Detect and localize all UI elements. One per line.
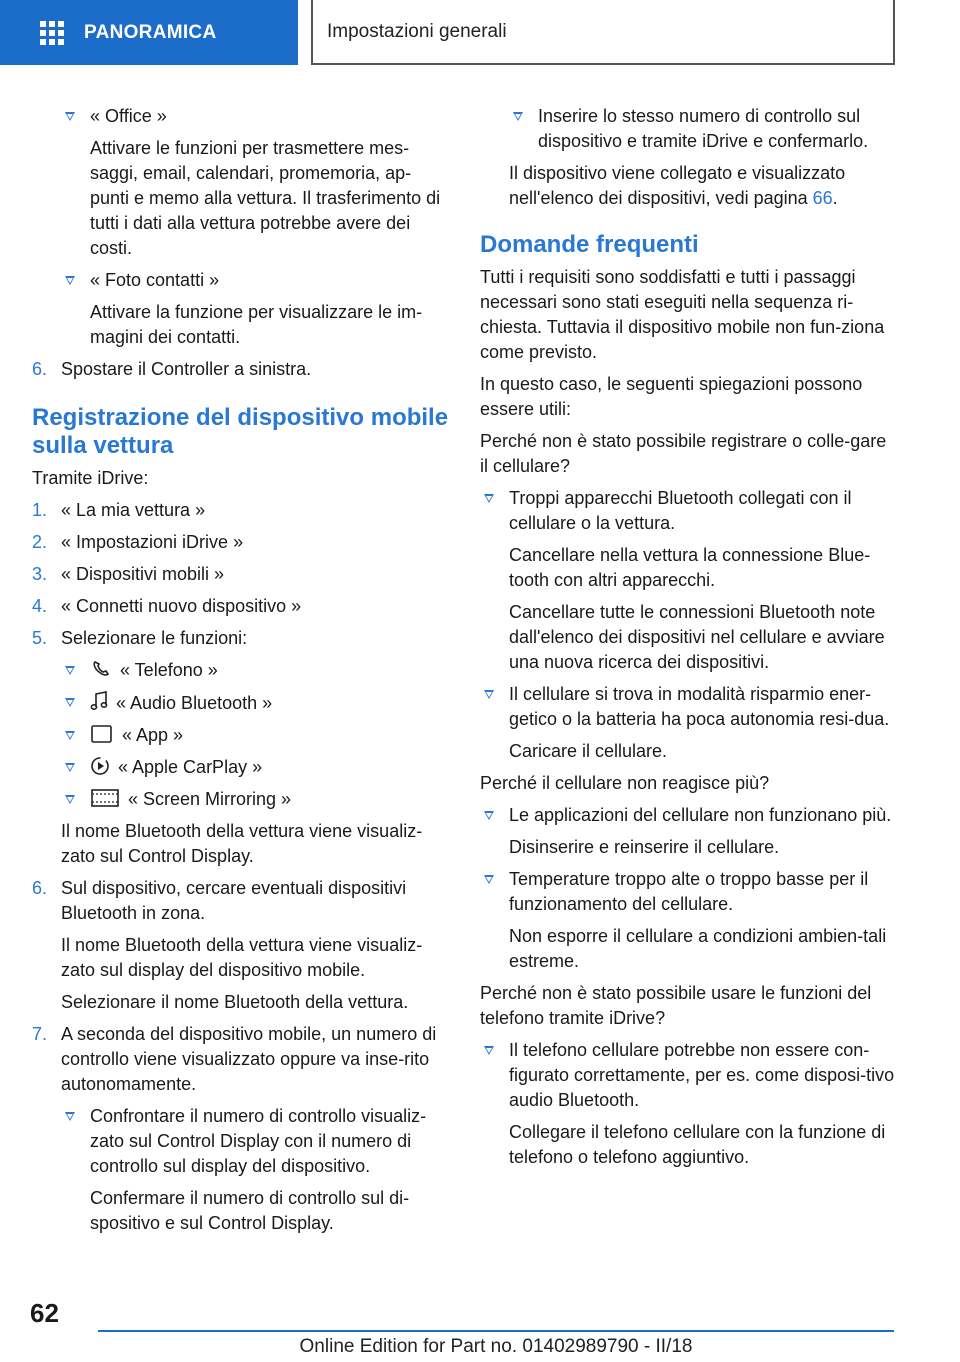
page-link[interactable]: 66 bbox=[812, 188, 833, 208]
step-number: 6. bbox=[32, 878, 48, 898]
paragraph: In questo caso, le seguenti spiegazioni possono essere utili: bbox=[480, 374, 863, 419]
bullet-note: Cancellare nella vettura la connessione Blue‐tooth con altri apparecchi. bbox=[509, 545, 871, 590]
right-column bbox=[480, 104, 898, 1177]
left-column bbox=[32, 104, 450, 1243]
bullet-triangle-icon bbox=[480, 682, 509, 707]
bullet-triangle-icon bbox=[480, 486, 509, 511]
function-label: « Apple CarPlay » bbox=[118, 757, 263, 777]
intro-text: Tramite iDrive: bbox=[32, 468, 149, 488]
phone-icon bbox=[90, 659, 112, 679]
section-heading: Registrazione del dispositivo mobile sulla vettura bbox=[32, 404, 449, 459]
step-text: Sul dispositivo, cercare eventuali dispositivi Bluetooth in zona. bbox=[61, 878, 407, 923]
section-heading: Domande frequenti bbox=[480, 231, 699, 258]
step-number: 3. bbox=[32, 564, 48, 584]
bullet-item bbox=[480, 682, 898, 764]
function-telefono bbox=[61, 658, 450, 683]
screen-mirroring-icon bbox=[90, 788, 120, 808]
step-text: Selezionare le funzioni: bbox=[61, 628, 248, 648]
step-number: 6. bbox=[32, 359, 48, 379]
function-app bbox=[61, 723, 450, 748]
bullet-triangle-icon bbox=[61, 658, 90, 683]
step-text: A seconda del dispositivo mobile, un numero di controllo viene visualizzato oppure va inse‐rito autonomamente. bbox=[61, 1024, 437, 1094]
bullet-triangle-icon bbox=[61, 723, 90, 748]
footer-divider bbox=[98, 1330, 894, 1332]
bullet-item bbox=[61, 1104, 450, 1236]
option-title: « Office » bbox=[90, 106, 167, 126]
grid-menu-icon bbox=[40, 21, 64, 45]
step-text: « La mia vettura » bbox=[61, 500, 206, 520]
step-note: Selezionare il nome Bluetooth della vettura. bbox=[61, 992, 409, 1012]
bullet-note: Disinserire e reinserire il cellulare. bbox=[509, 837, 780, 857]
step-note: Il nome Bluetooth della vettura viene visualiz‐zato sul display del dispositivo mobile. bbox=[61, 935, 423, 980]
bullet-text: Confrontare il numero di controllo visualiz‐zato sul Control Display con il numero di controllo sul display del dispositivo. bbox=[90, 1106, 427, 1176]
option-office bbox=[61, 104, 450, 261]
function-label: « Audio Bluetooth » bbox=[116, 693, 273, 713]
section-title: Impostazioni generali bbox=[327, 21, 507, 42]
bullet-triangle-icon bbox=[480, 1038, 509, 1063]
page-number: 62 bbox=[30, 1298, 59, 1328]
question: Perché non è stato possibile registrare o colle‐gare il cellulare? bbox=[480, 431, 887, 476]
bullet-item bbox=[480, 867, 898, 974]
bullet-text: Il cellulare si trova in modalità risparmio ener‐getico o la batteria ha poca autonomia resi‐dua. bbox=[509, 684, 890, 729]
step-number: 7. bbox=[32, 1024, 48, 1044]
bullet-note: Il dispositivo viene collegato e visualizzato nell'elenco dei dispositivi, vedi pagina 66. bbox=[509, 163, 846, 208]
bullet-text: Troppi apparecchi Bluetooth collegati con il cellulare o la vettura. bbox=[509, 488, 852, 533]
play-circle-icon bbox=[90, 756, 110, 776]
question: Perché il cellulare non reagisce più? bbox=[480, 773, 770, 793]
bullet-text: Temperature troppo alte o troppo basse per il funzionamento del cellulare. bbox=[509, 869, 869, 914]
overview-button[interactable] bbox=[0, 0, 298, 65]
app-square-icon bbox=[90, 724, 114, 744]
function-audio-bluetooth bbox=[61, 690, 450, 716]
step-text: « Impostazioni iDrive » bbox=[61, 532, 244, 552]
bullet-note: Caricare il cellulare. bbox=[509, 741, 668, 761]
bullet-triangle-icon bbox=[61, 268, 90, 293]
step-item bbox=[32, 530, 450, 555]
overview-label: PANORAMICA bbox=[84, 22, 217, 43]
bullet-item bbox=[480, 1038, 898, 1170]
section-title-box bbox=[311, 0, 895, 65]
bullet-note: Non esporre il cellulare a condizioni ambien‐tali estreme. bbox=[509, 926, 887, 971]
step-item bbox=[32, 594, 450, 619]
bullet-item bbox=[480, 803, 898, 860]
step-number: 4. bbox=[32, 596, 48, 616]
function-label: « Telefono » bbox=[120, 660, 218, 680]
step-item bbox=[32, 1022, 450, 1097]
step-note: Il nome Bluetooth della vettura viene visualiz‐zato sul Control Display. bbox=[61, 821, 423, 866]
option-text: Attivare la funzione per visualizzare le im‐magini dei contatti. bbox=[90, 302, 423, 347]
bullet-triangle-icon bbox=[480, 867, 509, 892]
step-number: 5. bbox=[32, 628, 48, 648]
bullet-text: Le applicazioni del cellulare non funzionano più. bbox=[509, 805, 892, 825]
bullet-triangle-icon bbox=[480, 803, 509, 828]
step-text: « Dispositivi mobili » bbox=[61, 564, 225, 584]
function-label: « App » bbox=[122, 725, 184, 745]
music-note-icon bbox=[90, 690, 108, 712]
function-screen-mirroring bbox=[61, 787, 450, 812]
edition-text: Online Edition for Part no. 01402989790 - II/18 bbox=[299, 1336, 693, 1357]
option-title: « Foto contatti » bbox=[90, 270, 220, 290]
paragraph: Tutti i requisiti sono soddisfatti e tutti i passaggi necessari sono stati eseguiti nella sequenza ri‐chiesta. Tuttavia il dispositivo mobile non fun‐ziona come previsto. bbox=[480, 267, 885, 362]
bullet-note: Cancellare tutte le connessioni Bluetooth note dall'elenco dei dispositivi nel cellulare e avviare una nuova ricerca dei dispositivi. bbox=[509, 602, 885, 672]
step-item bbox=[32, 562, 450, 587]
step-number: 1. bbox=[32, 500, 48, 520]
question: Perché non è stato possibile usare le funzioni del telefono tramite iDrive? bbox=[480, 983, 872, 1028]
step-item bbox=[32, 498, 450, 523]
bullet-triangle-icon bbox=[509, 104, 538, 129]
step-item bbox=[32, 876, 450, 1015]
function-apple-carplay bbox=[61, 755, 450, 780]
bullet-text: Inserire lo stesso numero di controllo sul dispositivo e tramite iDrive e confermarlo. bbox=[538, 106, 869, 151]
option-text: Attivare le funzioni per trasmettere mes‐saggi, email, calendari, promemoria, ap‐punti e memo alla vettura. Il trasferimento di tutti i dati alla vettura potrebbe avere dei costi. bbox=[90, 138, 441, 258]
bullet-triangle-icon bbox=[61, 104, 90, 129]
bullet-triangle-icon bbox=[61, 755, 90, 780]
bullet-text: Il telefono cellulare potrebbe non essere con‐figurato correttamente, per es. come disposi‐tivo audio Bluetooth. bbox=[509, 1040, 895, 1110]
option-contact-photos bbox=[61, 268, 450, 350]
bullet-item bbox=[480, 486, 898, 675]
step-item bbox=[32, 626, 450, 651]
bullet-triangle-icon bbox=[61, 690, 90, 715]
step-item bbox=[32, 357, 450, 382]
bullet-note: Collegare il telefono cellulare con la funzione di telefono o telefono aggiuntivo. bbox=[509, 1122, 886, 1167]
bullet-triangle-icon bbox=[61, 1104, 90, 1129]
bullet-note: Confermare il numero di controllo sul di‐spositivo e sul Control Display. bbox=[90, 1188, 410, 1233]
function-label: « Screen Mirroring » bbox=[128, 789, 292, 809]
bullet-item bbox=[509, 104, 898, 154]
step-number: 2. bbox=[32, 532, 48, 552]
step-text: « Connetti nuovo dispositivo » bbox=[61, 596, 302, 616]
step-text: Spostare il Controller a sinistra. bbox=[61, 359, 312, 379]
bullet-triangle-icon bbox=[61, 787, 90, 812]
